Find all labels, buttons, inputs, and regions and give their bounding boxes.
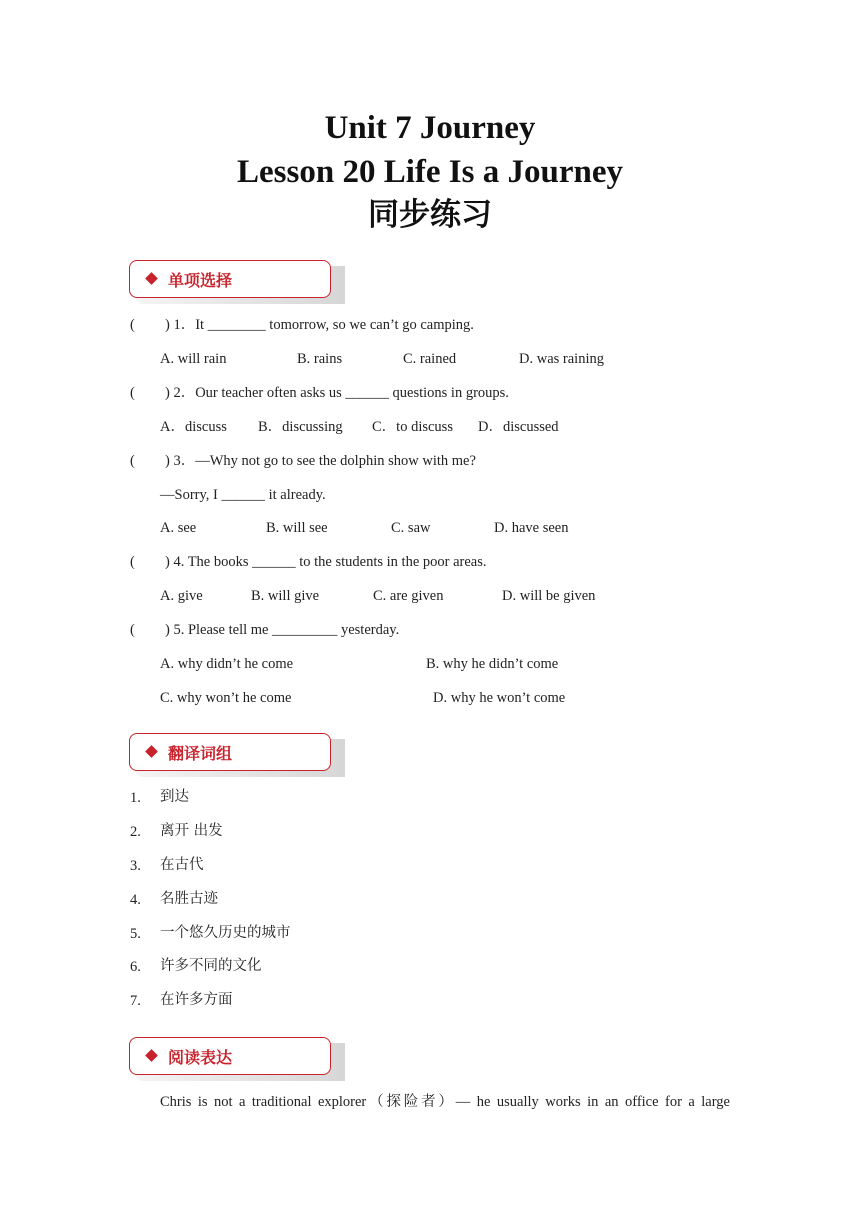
option-b: B. will see — [266, 520, 328, 536]
question-stem: ) 3．—Why not go to see the dolphin show with me? — [165, 453, 476, 469]
title-practice: 同步练习 — [368, 197, 492, 233]
option-d: D. why he won’t come — [433, 690, 566, 706]
answer-paren: ( — [130, 554, 135, 570]
answer-paren: ( — [130, 453, 135, 469]
option-b: B．discussing — [258, 419, 343, 435]
question-stem: ) 2．Our teacher often asks us ______ questions in groups. — [165, 385, 509, 401]
option-c: C. saw — [391, 520, 431, 536]
section-title: 阅读表达 — [168, 1048, 233, 1067]
option-a: A. why didn’t he come — [160, 656, 294, 672]
phrase-number: 6. — [130, 959, 141, 975]
dialogue-reply: —Sorry, I ______ it already. — [160, 487, 326, 503]
answer-paren: ( — [130, 317, 135, 333]
option-b: B. rains — [297, 351, 343, 367]
phrase-number: 5. — [130, 926, 141, 942]
phrase-item: 名胜古迹 — [160, 891, 218, 907]
option-c: C．to discuss — [372, 419, 453, 435]
option-b: B. why he didn’t come — [426, 656, 559, 672]
phrase-item: 离开 出发 — [160, 823, 223, 839]
title-lesson: Lesson 20 Life Is a Journey — [237, 154, 623, 190]
phrase-item: 一个悠久历史的城市 — [160, 925, 291, 941]
question-stem: ) 1．It ________ tomorrow, so we can’t go camping. — [165, 317, 474, 333]
option-a: A. will rain — [160, 351, 227, 367]
option-d: D．discussed — [478, 419, 559, 435]
phrase-item: 许多不同的文化 — [160, 958, 262, 974]
section-header-single-choice — [129, 260, 345, 304]
answer-paren: ( — [130, 622, 135, 638]
question-stem: ) 4. The books ______ to the students in the poor areas. — [165, 554, 487, 570]
section-header-phrases — [129, 733, 345, 777]
title-unit: Unit 7 Journey — [324, 110, 536, 146]
phrase-number: 7. — [130, 993, 141, 1009]
reading-passage-line: Chris is not a traditional explorer（探险者）— he usually works in an office for a large — [160, 1094, 730, 1110]
option-d: D. have seen — [494, 520, 569, 536]
option-b: B. will give — [251, 588, 320, 604]
phrase-item: 在许多方面 — [160, 992, 233, 1008]
phrase-item: 在古代 — [160, 857, 204, 873]
phrase-number: 4. — [130, 892, 141, 908]
section-title: 单项选择 — [168, 271, 233, 290]
phrase-number: 3. — [130, 858, 141, 874]
option-d: D. will be given — [502, 588, 596, 604]
phrase-number: 1. — [130, 790, 141, 806]
phrase-item: 到达 — [160, 789, 189, 805]
question-stem: ) 5. Please tell me _________ yesterday. — [165, 622, 400, 638]
option-a: A．discuss — [160, 419, 227, 435]
section-header-reading — [129, 1037, 345, 1081]
option-c: C. why won’t he come — [160, 690, 292, 706]
option-a: A. see — [160, 520, 197, 536]
phrase-number: 2. — [130, 824, 141, 840]
section-title: 翻译词组 — [168, 744, 233, 763]
option-a: A. give — [160, 588, 203, 604]
option-d: D. was raining — [519, 351, 604, 367]
option-c: C. are given — [373, 588, 444, 604]
option-c: C. rained — [403, 351, 457, 367]
answer-paren: ( — [130, 385, 135, 401]
